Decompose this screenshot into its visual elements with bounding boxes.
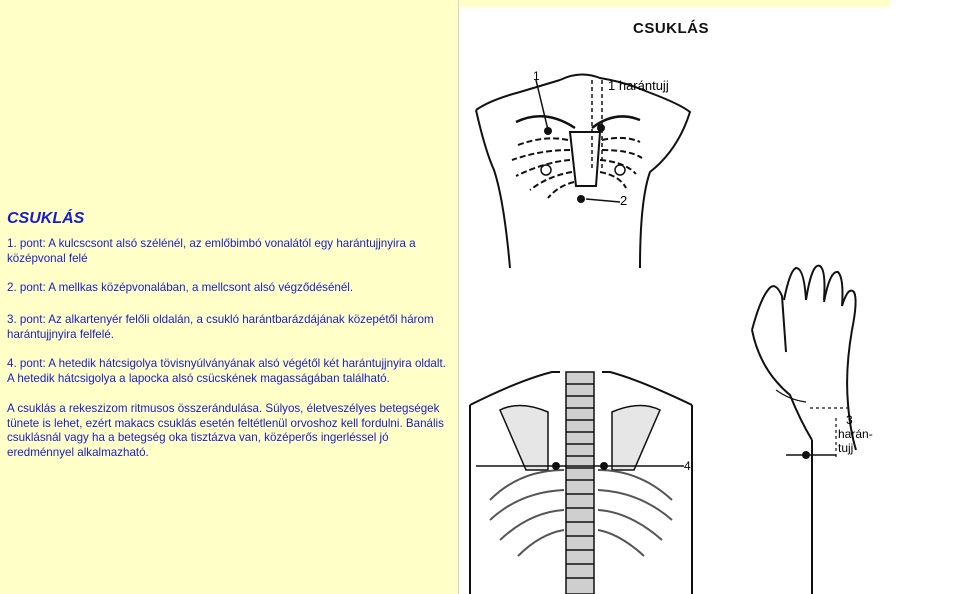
- acupoint-4-left: [552, 462, 560, 470]
- acupoint-1-right: [597, 124, 605, 132]
- page-heading: CSUKLÁS: [7, 210, 85, 227]
- chest-figure: [476, 74, 690, 268]
- acupoint-2: [577, 195, 585, 203]
- figure-title: CSUKLÁS: [633, 20, 710, 37]
- acupoint-4-right: [600, 462, 608, 470]
- point-4-line-1: 4. pont: A hetedik hátcsigolya tövisnyúlványának alsó végétől két harántujjnyira oldalt.: [7, 357, 446, 370]
- chest-label-2: 2: [620, 193, 628, 208]
- point-4-line-2: A hetedik hátcsigolya a lapocka alsó csücskének magasságában található.: [7, 371, 390, 385]
- back-figure: [470, 372, 692, 594]
- chest-label-1: 1: [533, 69, 540, 83]
- wrist-label-3: 3: [846, 413, 853, 427]
- chest-label-haranty: 1 harántujj: [608, 78, 669, 93]
- back-label-4: 4: [684, 459, 691, 473]
- acupoint-3: [802, 451, 810, 459]
- wrist-label-tujj: tujj: [838, 441, 854, 455]
- point-2-text: 2. pont: A mellkas középvonalában, a mellcsont alsó végződésénél.: [7, 281, 354, 294]
- point-3-text: 3. pont: Az alkartenyér felőli oldalán, a csukló harántbarázdájának közepétől három harántujjnyira felfelé.: [7, 313, 434, 341]
- wrist-label-harant: harán-: [838, 427, 873, 441]
- description-text: A csuklás a rekeszizom ritmusos összerándulása. Súlyos, életveszélyes betegségek tünete is lehet, ezért makacs csuklás esetén feltétlenül orvoshoz kell fordulni. Banális csuklásnál vagy ha a betegség oka tisztázva van, középerős ingerléssel jó eredménnyel alkalmazható.: [7, 402, 444, 459]
- acupoint-1-left: [544, 127, 552, 135]
- point-1-text: 1. pont: A kulcscsont alsó szélénél, az emlőbimbó vonalától egy harántujjnyira a középvonal felé: [7, 237, 416, 265]
